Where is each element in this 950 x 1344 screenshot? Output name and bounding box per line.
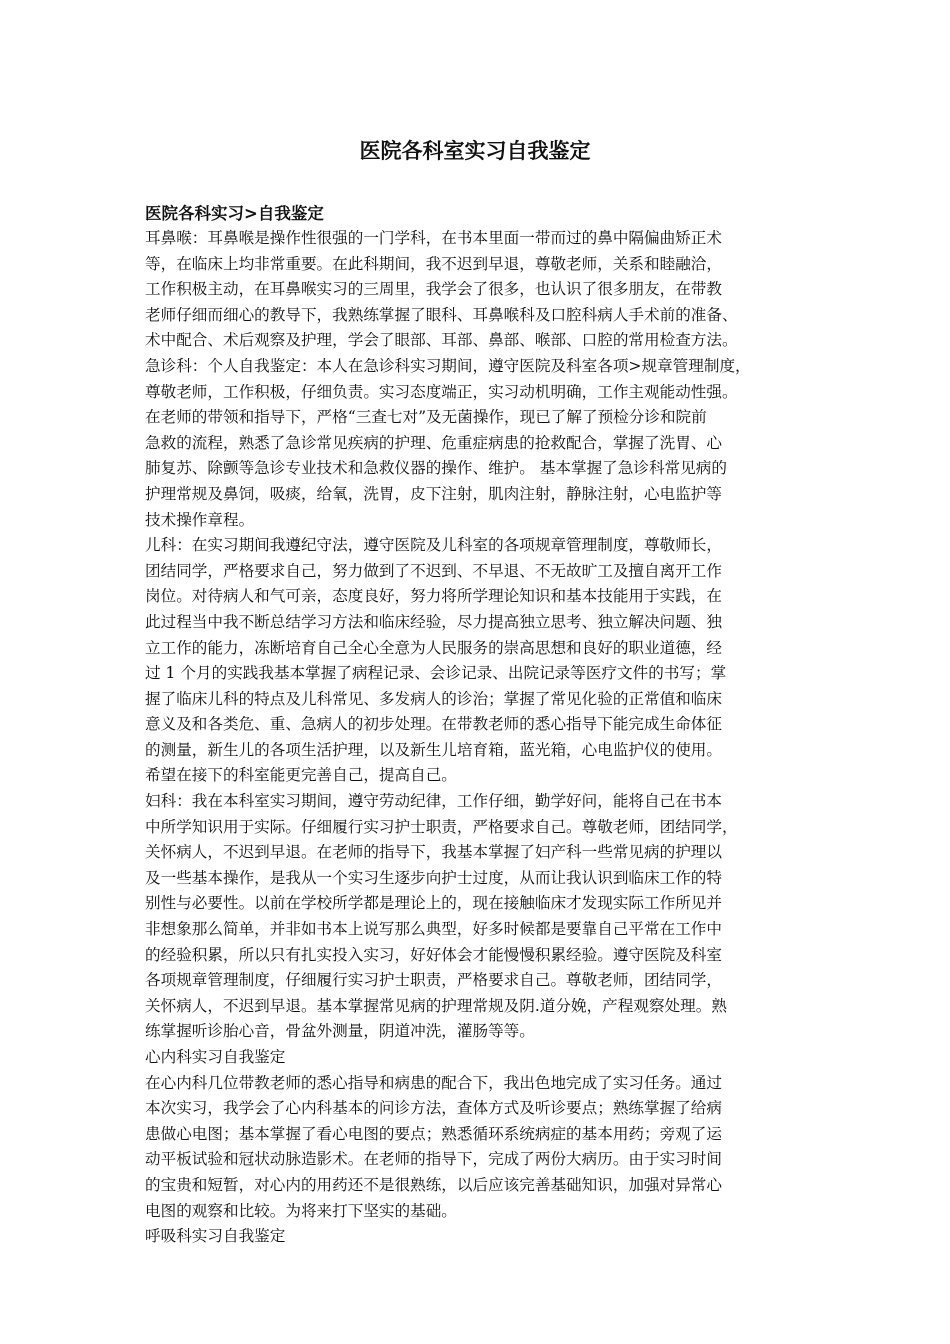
text-line: 非想象那么简单，并非如书本上说写那么典型，好多时候都是要靠自己平常在工作中 [145,920,722,939]
text-line: 及一些基本操作，是我从一个实习生逐步向护士过度，从而让我认识到临床工作的特 [145,868,722,887]
text-line: 老师仔细而细心的教导下，我熟练掌握了眼科、耳鼻喉科及口腔科病人手术前的准备、 [145,305,738,324]
text-line: 的宝贵和短暂，对心内的用药还不是很熟练，以后应该完善基础知识，加强对异常心 [145,1175,722,1194]
text-line: 意义及和各类危、重、急病人的初步处理。在带教老师的悉心指导下能完成生命体征 [145,715,722,734]
text-line: 希望在接下的科室能更完善自己，提高自己。 [145,766,457,785]
document-title: 医院各科室实习自我鉴定 [359,139,591,163]
text-line: 过 1 个月的实践我基本掌握了病程记录、会诊记录、出院记录等医疗文件的书写；掌 [145,664,727,683]
text-line: 动平板试验和冠状动脉造影术。在老师的指导下，完成了两份大病历。由于实习时间 [145,1150,722,1169]
text-line: 在心内科几位带教老师的悉心指导和病患的配合下，我出色地完成了实习任务。通过 [145,1073,722,1092]
text-line: 患做心电图；基本掌握了看心电图的要点；熟悉循环系统病症的基本用药；旁观了运 [145,1124,722,1143]
text-line: 等，在临床上均非常重要。在此科期间，我不迟到早退，尊敬老师，关系和睦融洽， [145,254,722,273]
text-line: 妇科：我在本科室实习期间，遵守劳动纪律，工作仔细，勤学好问，能将自己在书本 [145,792,722,811]
text-line: 肺复苏、除颤等急诊专业技术和急救仪器的操作、维护。 基本掌握了急诊科常见病的 [145,459,727,478]
text-line: 各项规章管理制度，仔细履行实习护士职责，严格要求自己。尊敬老师，团结同学， [145,971,722,990]
text-line: 护理常规及鼻饲，吸痰，给氧，洗胃，皮下注射，肌肉注射，静脉注射，心电监护等 [145,484,722,503]
section-heading: 医院各科实习>自我鉴定 [145,204,324,223]
text-line: 耳鼻喉：耳鼻喉是操作性很强的一门学科，在书本里面一带而过的鼻中隔偏曲矫正术 [145,229,722,247]
text-line: 本次实习，我学会了心内科基本的问诊方法，查体方式及听诊要点；熟练掌握了给病 [145,1099,722,1118]
text-line: 别性与必要性。以前在学校所学都是理论上的，现在接触临床才发现实际工作所见并 [145,894,722,913]
text-line: 握了临床儿科的特点及儿科常见、多发病人的诊治；掌握了常见化验的正常值和临床 [145,689,722,708]
text-line: 团结同学，严格要求自己，努力做到了不迟到、不早退、不无故旷工及擅自离开工作 [145,561,722,580]
text-line: 儿科：在实习期间我遵纪守法，遵守医院及儿科室的各项规章管理制度，尊敬师长， [145,536,722,555]
document-body [145,201,807,1250]
text-line: 尊敬老师，工作积极，仔细负责。实习态度端正，实习动机明确，工作主观能动性强。 [145,382,738,401]
text-line: 呼吸科实习自我鉴定 [145,1227,286,1246]
text-line: 心内科实习自我鉴定 [145,1048,286,1066]
text-line: 急诊科：个人自我鉴定：本人在急诊科实习期间，遵守医院及科室各项>规章管理制度， [145,356,751,375]
text-line: 在老师的带领和指导下，严格“三查七对”及无菌操作，现已了解了预检分诊和院前 [145,408,707,427]
text-line: 立工作的能力，冻断培育自己全心全意为人民服务的崇高思想和良好的职业道德，经 [145,638,722,657]
text-line: 急救的流程，熟悉了急诊常见疾病的护理、危重症病患的抢救配合，掌握了洗胃、心 [145,433,722,452]
text-line: 的测量，新生儿的各项生活护理，以及新生儿培育箱，蓝光箱，心电监护仪的使用。 [145,740,722,759]
text-line: 关怀病人，不迟到早退。在老师的指导下，我基本掌握了妇产科一些常见病的护理以 [145,843,722,862]
text-line: 的经验积累，所以只有扎实投入实习，好好体会才能慢慢积累经验。遵守医院及科室 [145,945,722,964]
text-line: 关怀病人，不迟到早退。基本掌握常见病的护理常规及阴.道分娩，产程观察处理。熟 [145,996,727,1015]
text-line: 电图的观察和比较。为将来打下坚实的基础。 [145,1201,457,1220]
text-line: 此过程当中我不断总结学习方法和临床经验，尽力提高独立思考、独立解决问题、独 [145,612,722,631]
text-line: 术中配合、术后观察及护理，学会了眼部、耳部、鼻部、喉部、口腔的常用检查方法。 [145,331,738,350]
text-line: 工作积极主动，在耳鼻喉实习的三周里，我学会了很多，也认识了很多朋友，在带教 [145,280,722,299]
text-line: 技术操作章程。 [145,510,255,529]
text-line: 中所学知识用于实际。仔细履行实习护士职责，严格要求自己。尊敬老师，团结同学， [145,817,738,836]
text-line: 练掌握听诊胎心音，骨盆外测量，阴道冲洗，灌肠等等。 [145,1022,535,1041]
paragraph-lines [145,226,807,1250]
text-line: 岗位。对待病人和气可亲，态度良好，努力将所学理论知识和基本技能用于实践，在 [145,587,722,606]
